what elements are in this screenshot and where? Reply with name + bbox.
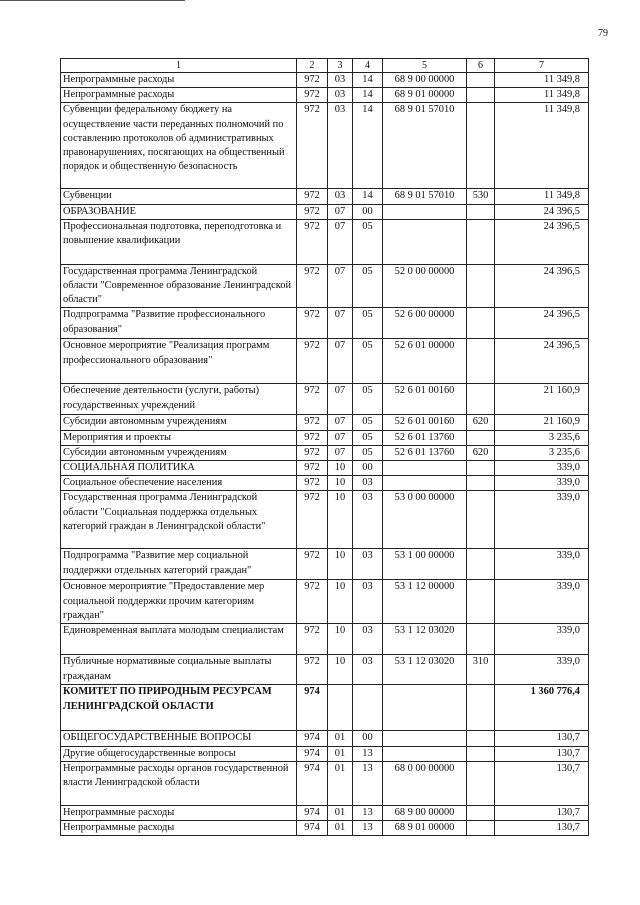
- cell-csr: 53 1 12 03020: [383, 655, 467, 685]
- cell-vr: [467, 219, 495, 264]
- cell-vr: [467, 264, 495, 308]
- cell-pr: 00: [353, 461, 383, 476]
- header-cell: 3: [328, 59, 353, 73]
- cell-vr: [467, 308, 495, 339]
- cell-vr: [467, 103, 495, 189]
- cell-pr: 03: [353, 491, 383, 549]
- cell-gr: 974: [297, 731, 328, 746]
- cell-sum: 339,0: [495, 491, 589, 549]
- cell-rz: 10: [328, 624, 353, 655]
- cell-name: Подпрограмма "Развитие профессионального образования": [61, 308, 297, 339]
- cell-sum: 21 160,9: [495, 415, 589, 430]
- budget-table: [60, 58, 589, 836]
- cell-csr: [383, 746, 467, 761]
- cell-rz: 01: [328, 746, 353, 761]
- cell-vr: [467, 549, 495, 580]
- cell-name: СОЦИАЛЬНАЯ ПОЛИТИКА: [61, 461, 297, 476]
- cell-pr: 14: [353, 88, 383, 103]
- table-row: [61, 746, 589, 761]
- cell-name: Основное мероприятие "Предоставление мер социальной поддержки прочим категориям граждан": [61, 580, 297, 624]
- cell-vr: 530: [467, 189, 495, 204]
- table-row: [61, 549, 589, 580]
- cell-pr: 13: [353, 761, 383, 805]
- cell-pr: 00: [353, 731, 383, 746]
- cell-gr: 972: [297, 491, 328, 549]
- cell-vr: [467, 384, 495, 415]
- cell-pr: 05: [353, 430, 383, 445]
- cell-name: Непрограммные расходы органов государственной власти Ленинградской области: [61, 761, 297, 805]
- cell-pr: 05: [353, 308, 383, 339]
- cell-sum: 130,7: [495, 731, 589, 746]
- header-cell: 7: [495, 59, 589, 73]
- table-row: [61, 204, 589, 219]
- cell-vr: 620: [467, 415, 495, 430]
- cell-vr: [467, 821, 495, 836]
- cell-name: Социальное обеспечение населения: [61, 476, 297, 491]
- cell-pr: 05: [353, 219, 383, 264]
- cell-rz: 03: [328, 73, 353, 88]
- table-row: [61, 445, 589, 460]
- cell-csr: 53 1 00 00000: [383, 549, 467, 580]
- cell-rz: 07: [328, 415, 353, 430]
- cell-sum: 11 349,8: [495, 73, 589, 88]
- cell-csr: 53 1 12 00000: [383, 580, 467, 624]
- cell-sum: 3 235,6: [495, 445, 589, 460]
- cell-rz: 07: [328, 339, 353, 384]
- cell-csr: 68 9 00 00000: [383, 73, 467, 88]
- header-cell: 4: [353, 59, 383, 73]
- cell-rz: 03: [328, 88, 353, 103]
- cell-sum: 24 396,5: [495, 204, 589, 219]
- cell-name: Непрограммные расходы: [61, 88, 297, 103]
- cell-sum: 1 360 776,4: [495, 685, 589, 731]
- cell-pr: 03: [353, 580, 383, 624]
- header-cell: 5: [383, 59, 467, 73]
- cell-rz: 07: [328, 308, 353, 339]
- cell-gr: 972: [297, 580, 328, 624]
- cell-csr: 52 6 01 13760: [383, 430, 467, 445]
- cell-csr: 68 9 01 57010: [383, 189, 467, 204]
- table-row: [61, 805, 589, 820]
- cell-sum: 24 396,5: [495, 308, 589, 339]
- cell-sum: 130,7: [495, 805, 589, 820]
- cell-vr: [467, 461, 495, 476]
- cell-gr: 974: [297, 805, 328, 820]
- cell-gr: 972: [297, 339, 328, 384]
- cell-vr: [467, 746, 495, 761]
- table-row: [61, 731, 589, 746]
- cell-gr: 974: [297, 685, 328, 731]
- cell-csr: 68 9 00 00000: [383, 805, 467, 820]
- cell-vr: [467, 580, 495, 624]
- cell-gr: 972: [297, 461, 328, 476]
- cell-sum: 24 396,5: [495, 339, 589, 384]
- table-row: [61, 415, 589, 430]
- cell-pr: 03: [353, 476, 383, 491]
- cell-sum: 130,7: [495, 821, 589, 836]
- cell-gr: 972: [297, 204, 328, 219]
- cell-pr: 03: [353, 549, 383, 580]
- cell-name: Непрограммные расходы: [61, 73, 297, 88]
- cell-sum: 24 396,5: [495, 264, 589, 308]
- cell-sum: 130,7: [495, 761, 589, 805]
- table-row: [61, 189, 589, 204]
- cell-csr: [383, 461, 467, 476]
- cell-vr: [467, 88, 495, 103]
- cell-name: Субсидии автономным учреждениям: [61, 445, 297, 460]
- cell-sum: 339,0: [495, 580, 589, 624]
- cell-vr: [467, 430, 495, 445]
- header-row: [61, 59, 589, 73]
- cell-gr: 972: [297, 549, 328, 580]
- cell-sum: 11 349,8: [495, 103, 589, 189]
- cell-vr: [467, 805, 495, 820]
- cell-sum: 11 349,8: [495, 88, 589, 103]
- cell-name: Профессиональная подготовка, переподготовка и повышение квалификации: [61, 219, 297, 264]
- cell-pr: 05: [353, 264, 383, 308]
- cell-csr: 68 9 01 57010: [383, 103, 467, 189]
- table-row: [61, 264, 589, 308]
- cell-name: ОБРАЗОВАНИЕ: [61, 204, 297, 219]
- table-row: [61, 103, 589, 189]
- cell-vr: [467, 491, 495, 549]
- cell-csr: 52 6 01 00000: [383, 339, 467, 384]
- cell-csr: 68 9 01 00000: [383, 821, 467, 836]
- cell-csr: [383, 731, 467, 746]
- cell-gr: 972: [297, 445, 328, 460]
- cell-rz: 01: [328, 821, 353, 836]
- cell-csr: [383, 476, 467, 491]
- cell-rz: 07: [328, 264, 353, 308]
- table-row: [61, 219, 589, 264]
- cell-name: Подпрограмма "Развитие мер социальной поддержки отдельных категорий граждан": [61, 549, 297, 580]
- cell-name: Непрограммные расходы: [61, 821, 297, 836]
- cell-name: Государственная программа Ленинградской области "Современное образование Ленинградской области": [61, 264, 297, 308]
- cell-sum: 339,0: [495, 655, 589, 685]
- cell-csr: 68 9 01 00000: [383, 88, 467, 103]
- table-row: [61, 476, 589, 491]
- cell-rz: 10: [328, 491, 353, 549]
- table-row: [61, 761, 589, 805]
- cell-gr: 972: [297, 219, 328, 264]
- cell-csr: 52 0 00 00000: [383, 264, 467, 308]
- cell-csr: 52 6 01 00160: [383, 384, 467, 415]
- cell-name: Обеспечение деятельности (услуги, работы) государственных учреждений: [61, 384, 297, 415]
- cell-name: Субвенции федеральному бюджету на осуществление части переданных полномочий по составлению протоколов об административных правонарушениях, посягающих на общественный порядок и общественную безопасность: [61, 103, 297, 189]
- header-cell: 1: [61, 59, 297, 73]
- cell-rz: 07: [328, 219, 353, 264]
- cell-vr: 310: [467, 655, 495, 685]
- cell-csr: 52 6 01 13760: [383, 445, 467, 460]
- table-row: [61, 491, 589, 549]
- cell-csr: 53 1 12 03020: [383, 624, 467, 655]
- header-cell: 6: [467, 59, 495, 73]
- table-row: [61, 624, 589, 655]
- cell-pr: 13: [353, 805, 383, 820]
- table-row: [61, 308, 589, 339]
- cell-pr: 05: [353, 445, 383, 460]
- cell-gr: 972: [297, 476, 328, 491]
- cell-name: Субсидии автономным учреждениям: [61, 415, 297, 430]
- cell-csr: [383, 204, 467, 219]
- cell-sum: 11 349,8: [495, 189, 589, 204]
- table-row: [61, 88, 589, 103]
- cell-pr: 05: [353, 339, 383, 384]
- table-row: [61, 821, 589, 836]
- cell-sum: 130,7: [495, 746, 589, 761]
- cell-gr: 974: [297, 746, 328, 761]
- cell-rz: 07: [328, 204, 353, 219]
- cell-pr: 03: [353, 655, 383, 685]
- cell-rz: 07: [328, 445, 353, 460]
- table-row: [61, 461, 589, 476]
- cell-rz: 10: [328, 476, 353, 491]
- table-row: [61, 339, 589, 384]
- cell-gr: 972: [297, 415, 328, 430]
- cell-rz: [328, 685, 353, 731]
- cell-gr: 974: [297, 821, 328, 836]
- cell-name: Мероприятия и проекты: [61, 430, 297, 445]
- cell-csr: 52 6 01 00160: [383, 415, 467, 430]
- table-row: [61, 655, 589, 685]
- cell-gr: 972: [297, 103, 328, 189]
- header-cell: 2: [297, 59, 328, 73]
- cell-name: Субвенции: [61, 189, 297, 204]
- cell-pr: [353, 685, 383, 731]
- cell-rz: 01: [328, 805, 353, 820]
- cell-name: Единовременная выплата молодым специалистам: [61, 624, 297, 655]
- cell-pr: 05: [353, 384, 383, 415]
- cell-rz: 07: [328, 430, 353, 445]
- cell-gr: 972: [297, 384, 328, 415]
- cell-sum: 339,0: [495, 461, 589, 476]
- cell-pr: 13: [353, 821, 383, 836]
- cell-rz: 01: [328, 731, 353, 746]
- cell-vr: 620: [467, 445, 495, 460]
- cell-vr: [467, 476, 495, 491]
- cell-pr: 00: [353, 204, 383, 219]
- cell-pr: 03: [353, 624, 383, 655]
- page-number: 79: [598, 28, 608, 39]
- top-rule: [0, 0, 185, 1]
- cell-vr: [467, 731, 495, 746]
- cell-name: Другие общегосударственные вопросы: [61, 746, 297, 761]
- cell-sum: 3 235,6: [495, 430, 589, 445]
- cell-csr: 68 0 00 00000: [383, 761, 467, 805]
- cell-pr: 14: [353, 73, 383, 88]
- cell-gr: 972: [297, 308, 328, 339]
- cell-rz: 10: [328, 655, 353, 685]
- cell-gr: 972: [297, 430, 328, 445]
- cell-csr: 53 0 00 00000: [383, 491, 467, 549]
- cell-csr: [383, 219, 467, 264]
- cell-vr: [467, 685, 495, 731]
- cell-rz: 10: [328, 461, 353, 476]
- cell-vr: [467, 761, 495, 805]
- table-row: [61, 580, 589, 624]
- table-row: [61, 384, 589, 415]
- cell-vr: [467, 204, 495, 219]
- cell-rz: 10: [328, 549, 353, 580]
- cell-rz: 01: [328, 761, 353, 805]
- cell-sum: 339,0: [495, 549, 589, 580]
- cell-name: ОБЩЕГОСУДАРСТВЕННЫЕ ВОПРОСЫ: [61, 731, 297, 746]
- cell-csr: [383, 685, 467, 731]
- cell-gr: 974: [297, 761, 328, 805]
- cell-pr: 05: [353, 415, 383, 430]
- cell-gr: 972: [297, 189, 328, 204]
- cell-name: Публичные нормативные социальные выплаты гражданам: [61, 655, 297, 685]
- cell-sum: 339,0: [495, 476, 589, 491]
- cell-gr: 972: [297, 88, 328, 103]
- cell-csr: 52 6 00 00000: [383, 308, 467, 339]
- cell-pr: 14: [353, 103, 383, 189]
- cell-vr: [467, 624, 495, 655]
- cell-pr: 14: [353, 189, 383, 204]
- cell-rz: 07: [328, 384, 353, 415]
- cell-name: Непрограммные расходы: [61, 805, 297, 820]
- table-row: [61, 430, 589, 445]
- cell-vr: [467, 339, 495, 384]
- cell-name: Государственная программа Ленинградской области "Социальная поддержка отдельных категорий граждан в Ленинградской области": [61, 491, 297, 549]
- cell-gr: 972: [297, 264, 328, 308]
- cell-rz: 10: [328, 580, 353, 624]
- cell-sum: 24 396,5: [495, 219, 589, 264]
- cell-sum: 339,0: [495, 624, 589, 655]
- cell-gr: 972: [297, 624, 328, 655]
- cell-sum: 21 160,9: [495, 384, 589, 415]
- cell-gr: 972: [297, 73, 328, 88]
- cell-rz: 03: [328, 189, 353, 204]
- cell-pr: 13: [353, 746, 383, 761]
- cell-vr: [467, 73, 495, 88]
- table-row: [61, 685, 589, 731]
- table-row: [61, 73, 589, 88]
- cell-name: Основное мероприятие "Реализация программ профессионального образования": [61, 339, 297, 384]
- cell-gr: 972: [297, 655, 328, 685]
- cell-rz: 03: [328, 103, 353, 189]
- cell-name: КОМИТЕТ ПО ПРИРОДНЫМ РЕСУРСАМ ЛЕНИНГРАДСКОЙ ОБЛАСТИ: [61, 685, 297, 731]
